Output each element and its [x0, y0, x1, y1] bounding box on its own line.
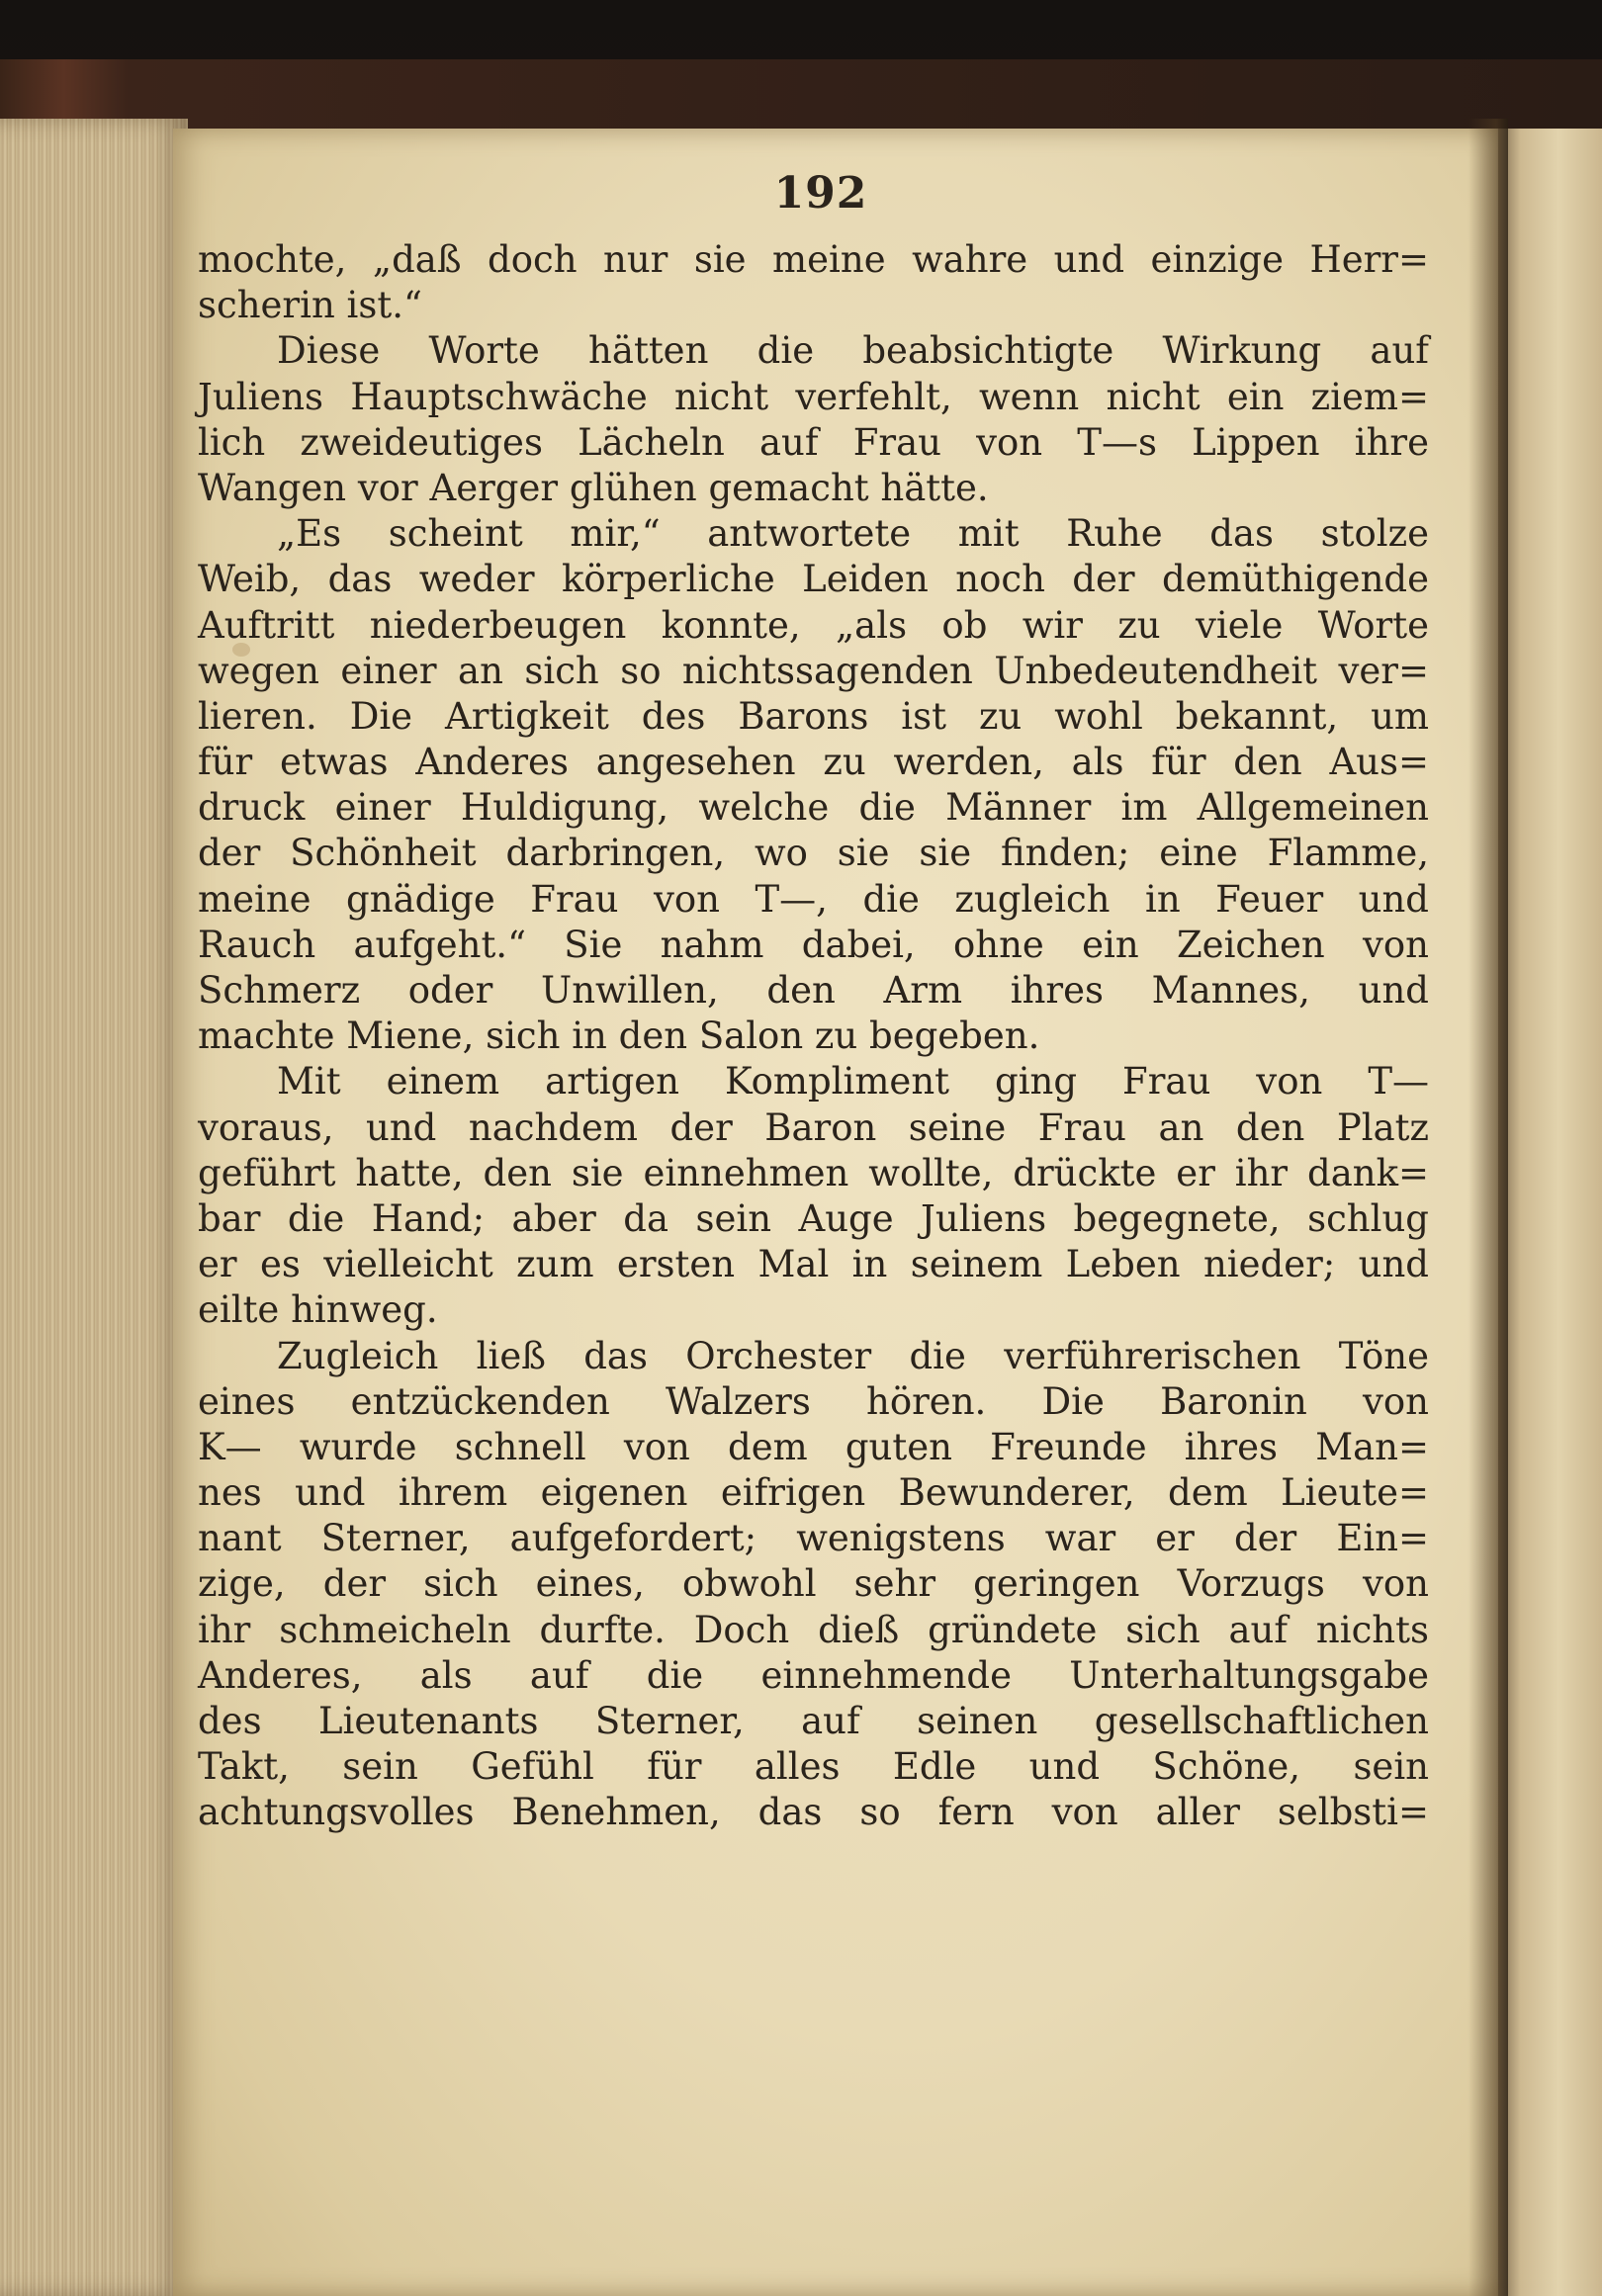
text-line: Weib, das weder körperliche Leiden noch der demüthigende	[198, 558, 1429, 601]
text-line: voraus, und nachdem der Baron seine Frau an den Platz	[198, 1105, 1429, 1149]
text-line: Auftritt niederbeugen konnte, „als ob wir zu viele Worte	[198, 603, 1429, 647]
text-line: Rauch aufgeht.“ Sie nahm dabei, ohne ein Zeichen von	[198, 923, 1429, 966]
text-line: Diese Worte hätten die beabsichtigte Wirkung auf	[277, 329, 1429, 373]
text-line: eines entzückenden Walzers hören. Die Baronin von	[198, 1379, 1429, 1423]
text-line: eilte hinweg.	[198, 1288, 438, 1332]
text-line: nant Sterner, aufgefordert; wenigstens war er der Ein=	[198, 1517, 1429, 1560]
facing-page-edge	[1493, 129, 1602, 2296]
text-line: wegen einer an sich so nichtssagenden Unbedeutendheit ver=	[198, 649, 1429, 692]
text-line: der Schönheit darbringen, wo sie sie finden; eine Flamme,	[198, 832, 1429, 875]
text-line: K— wurde schnell von dem guten Freunde ihres Man=	[198, 1425, 1429, 1468]
text-line: nes und ihrem eigenen eifrigen Bewunderer, dem Lieute=	[198, 1471, 1429, 1515]
text-line: achtungsvolles Benehmen, das so fern von aller selbsti=	[198, 1791, 1429, 1834]
text-line: lich zweideutiges Lächeln auf Frau von T—s Lippen ihre	[198, 420, 1429, 464]
text-line: druck einer Huldigung, welche die Männer im Allgemeinen	[198, 786, 1429, 830]
text-line: Mit einem artigen Kompliment ging Frau von T—	[277, 1060, 1429, 1104]
page-number: 192	[773, 168, 868, 219]
text-line: scherin ist.“	[198, 284, 422, 327]
text-line: machte Miene, sich in den Salon zu begeben.	[198, 1015, 1040, 1058]
text-line: Schmerz oder Unwillen, den Arm ihres Mannes, und	[198, 969, 1429, 1012]
page-edges	[0, 119, 188, 2296]
body-text	[198, 237, 1429, 1836]
text-line: Wangen vor Aerger glühen gemacht hätte.	[198, 466, 989, 509]
gutter-shadow	[1468, 119, 1508, 2296]
text-line: Anderes, als auf die einnehmende Unterhaltungsgabe	[198, 1653, 1429, 1697]
text-line: „Es scheint mir,“ antwortete mit Ruhe das stolze	[277, 512, 1429, 556]
text-line: Takt, sein Gefühl für alles Edle und Schöne, sein	[198, 1745, 1429, 1789]
text-line: zige, der sich eines, obwohl sehr geringen Vorzugs von	[198, 1562, 1429, 1606]
text-line: für etwas Anderes angesehen zu werden, als für den Aus=	[198, 741, 1429, 784]
text-line: lieren. Die Artigkeit des Barons ist zu wohl bekannt, um	[198, 694, 1429, 738]
text-line: meine gnädige Frau von T—, die zugleich in Feuer und	[198, 877, 1429, 921]
text-line: ihr schmeicheln durfte. Doch dieß gründete sich auf nichts	[198, 1608, 1429, 1651]
text-line: bar die Hand; aber da sein Auge Juliens begegnete, schlug	[198, 1196, 1429, 1240]
text-line: Zugleich ließ das Orchester die verführerischen Töne	[277, 1334, 1429, 1377]
text-line: geführt hatte, den sie einnehmen wollte, drückte er ihr dank=	[198, 1151, 1429, 1194]
text-line: mochte, „daß doch nur sie meine wahre und einzige Herr=	[198, 238, 1429, 281]
text-line: Juliens Hauptschwäche nicht verfehlt, wenn nicht ein ziem=	[198, 375, 1429, 418]
text-line: des Lieutenants Sterner, auf seinen gesellschaftlichen	[198, 1700, 1429, 1742]
text-line: er es vielleicht zum ersten Mal in seinem Leben nieder; und	[198, 1243, 1429, 1286]
